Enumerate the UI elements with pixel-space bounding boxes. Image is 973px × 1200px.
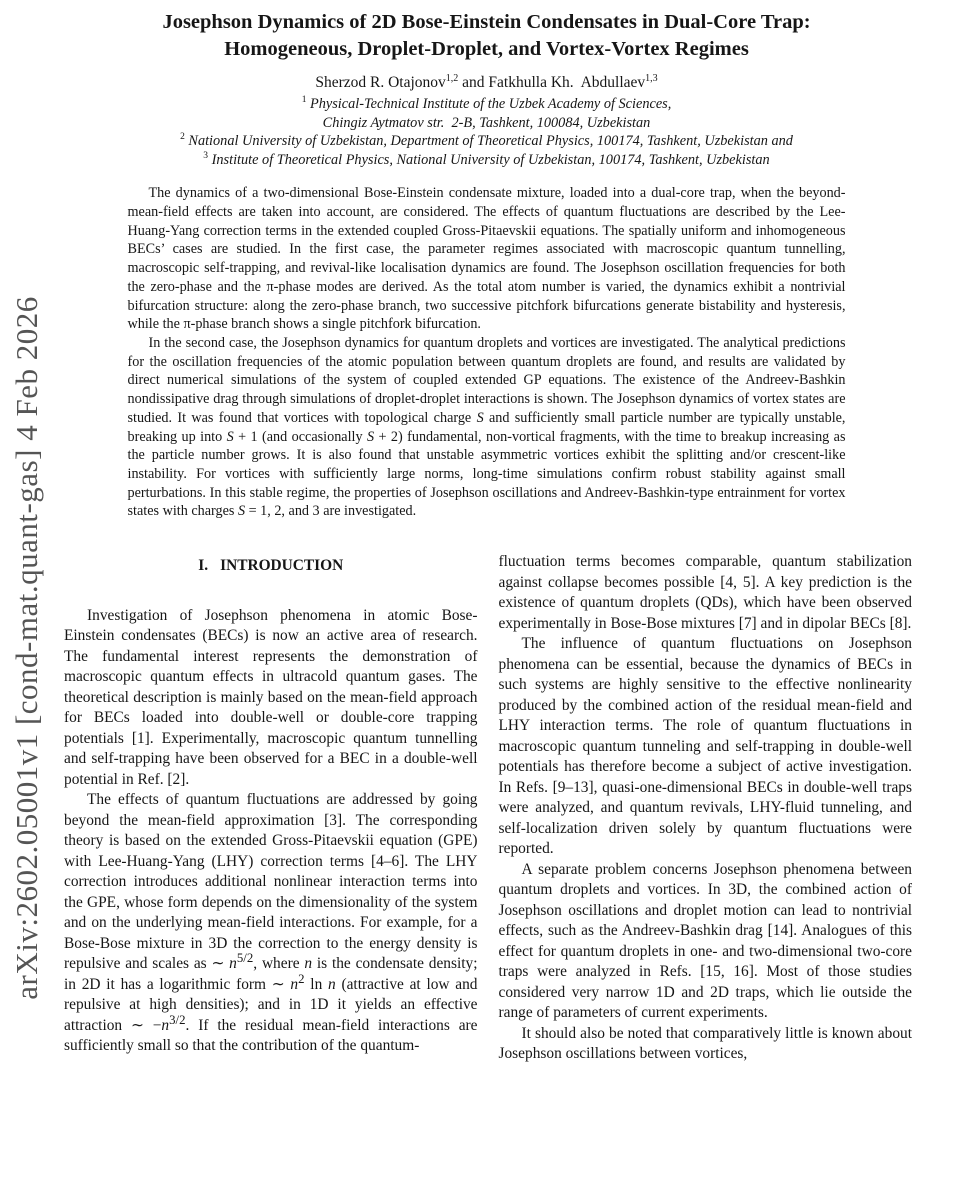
body-paragraph: The effects of quantum fluctuations are addressed by going beyond the mean-field approximation [3]. The corresponding theory is based on the extended Gross-Pitaevskii equation (GPE) with Lee-Huang-Yang (LHY) correction terms [4–6]. The LHY correction introduces additional nonlinear interaction terms into the GPE, whose form depends on the dimensionality of the system and on the underlying mean-field interactions. For example, for a Bose-Bose mixture in 3D the correction to the energy density is repulsive and scales as ∼ $n^{5/2}$, where n is the condensate density; in 2D it has a logarithmic form ∼ $n^2$ ln n (attractive at low and repulsive at high densities); and in 1D it yields an effective attraction ∼ $-n^{3/2}$. If the residual mean-field interactions are sufficiently small so that the contribution of the quantum- (64, 791, 478, 1055)
affiliations-block (0, 95, 973, 169)
affiliation-line: $^3$ Institute of Theoretical Physics, National University of Uzbekistan, 100174, Tashkent, Uzbekistan (203, 151, 770, 168)
affiliation-line: $^2$ National University of Uzbekistan, Department of Theoretical Physics, 100174, Tashkent, Uzbekistan and (180, 132, 793, 150)
abstract-block (128, 184, 846, 521)
affiliation-line: $^1$ Physical-Technical Institute of the Uzbek Academy of Sciences, (301, 95, 672, 112)
body-paragraph: It should also be noted that comparatively little is known about Josephson oscillations between vortices, (498, 1024, 912, 1063)
paper-title-line2: Homogeneous, Droplet-Droplet, and Vortex-Vortex Regimes (224, 38, 749, 60)
body-paragraph: A separate problem concerns Josephson phenomena between quantum droplets and vortices. In 3D, the combined action of Josephson oscillations and droplet motion can lead to nontrivial effects, such as the Andreev-Bashkin drag [14]. Analogues of this effect for quantum droplets in one- and two-dimensional two-core traps were analyzed in Refs. [15, 16]. Most of those studies considered very narrow 1D and 2D traps, which lie outside the range of parameters of current experiments. (498, 860, 912, 1022)
paper-title (0, 0, 973, 63)
authors-line: Sherzod R. Otajonov$^{1,2}$ and Fatkhulla Kh. Abdullaev$^{1,3}$ (315, 72, 658, 91)
body-paragraph: The influence of quantum fluctuations on Josephson phenomena can be essential, because the dynamics of BECs in such systems are highly sensitive to the effective nonlinearity produced by the combined action of the residual mean-field and LHY interaction terms. The role of quantum fluctuations in macroscopic quantum tunneling and self-trapping in double-well potentials has therefore become a subject of active investigation. In Refs. [9–13], quasi-one-dimensional BECs in double-well traps were analyzed, and quantum revivals, LHY-fluid tunneling, and self-localization driven solely by quantum fluctuations were reported. (498, 635, 912, 858)
body-column-right (499, 552, 913, 1065)
abstract-paragraph: In the second case, the Josephson dynamics for quantum droplets and vortices are investigated. The analytical predictions for the oscillation frequencies of the atomic population between quantum droplets are found, and results are validated by direct numerical simulations of the system of coupled extended GP equations. The existence of the Andreev-Bashkin nondissipative drag through simulations of droplet-droplet interactions is shown. The Josephson dynamics of vortex states are studied. It was found that vortices with topological charge S and sufficiently small particle number are typically unstable, breaking up into S + 1 (and occasionally S + 2) fundamental, non-vortical fragments, with the time to breakup increasing as the particle number grows. It is also found that unstable asymmetric vortices exhibit the splitting and/or crescent-like instability. For vortices with sufficiently large norms, long-time simulations confirm robust stability against small perturbations. In this stable regime, the properties of Josephson oscillations and Andreev-Bashkin-type entrainment for vortex states with charges S = 1, 2, and 3 are investigated. (127, 335, 846, 520)
paper-title-line1: Josephson Dynamics of 2D Bose-Einstein Condensates in Dual-Core Trap: (162, 11, 811, 33)
body-paragraph: fluctuation terms becomes comparable, quantum stabilization against collapse becomes possible [4, 5]. A key prediction is the existence of quantum droplets (QDs), which have been observed experimentally in Bose-Bose mixtures [7] and in dipolar BECs [8]. (498, 553, 912, 632)
section-heading-introduction (64, 556, 478, 577)
body-paragraph: Investigation of Josephson phenomena in atomic Bose-Einstein condensates (BECs) is now an active area of research. The fundamental interest represents the demonstration of macroscopic quantum effects in ultracold quantum gases. The theoretical description is mainly based on the mean-field approach for BECs loaded into double-well or double-core trapping potentials [1]. Experimentally, macroscopic quantum tunnelling and self-trapping have been observed for a BEC in a double-well potential in Ref. [2]. (64, 606, 478, 788)
affiliation-line: Chingiz Aytmatov str. 2-B, Tashkent, 100084, Uzbekistan (322, 114, 651, 131)
abstract-paragraph: The dynamics of a two-dimensional Bose-Einstein condensate mixture, loaded into a dual-core trap, when the beyond-mean-field effects are taken into account, are considered. The effects of quantum fluctuations are described by the Lee-Huang-Yang correction terms in the extended coupled Gross-Pitaevskii equations. The spatially uniform and inhomogeneous BECs’ cases are studied. In the first case, the parameter regimes associated with macroscopic quantum tunnelling, macroscopic self-trapping, and revival-like localisation dynamics are found. The Josephson oscillation frequencies for both the zero-phase and the π-phase modes are derived. As the total atom number is varied, the dynamics exhibit a nontrivial bifurcation structure: along the zero-phase branch, two successive pitchfork bifurcations generate bistability and hysteresis, while the π-phase branch shows a single pitchfork bifurcation. (127, 185, 846, 333)
section-title: INTRODUCTION (220, 557, 344, 575)
arxiv-watermark: arXiv:2602.05001v1 [cond-mat.quant-gas] 4 Feb 2026 (9, 296, 44, 1000)
body-column-left (64, 552, 478, 1065)
section-number: I. (198, 557, 209, 575)
two-column-body (0, 552, 973, 1065)
